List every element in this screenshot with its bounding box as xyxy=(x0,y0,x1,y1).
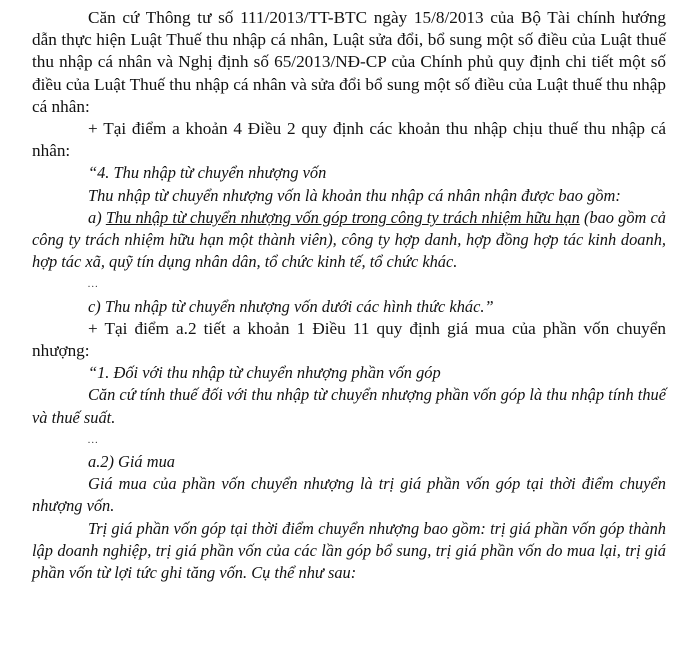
paragraph-article-11: + Tại điểm a.2 tiết a khoản 1 Điều 11 quy định giá mua của phần vốn chuyển nhượng: xyxy=(32,318,666,361)
ellipsis-2: … xyxy=(88,433,98,446)
quote-item-a-prefix: a) xyxy=(88,207,106,227)
quote-purchase-price-definition: Giá mua của phần vốn chuyển nhượng là trị giá phần vốn góp tại thời điểm chuyển nhượng vốn. xyxy=(32,474,666,516)
quote-item-a xyxy=(32,207,666,274)
quote-heading-capital-transfer: “4. Thu nhập từ chuyển nhượng vốn xyxy=(88,163,327,183)
quote-capital-value-details: Trị giá phần vốn góp tại thời điểm chuyển nhượng bao gồm: trị giá phần vốn góp thành lập doanh nghiệp, trị giá phần vốn của các lần góp bổ sung, trị giá phần vốn do mua lại, trị giá phần vốn từ lợi tức ghi tăng vốn. Cụ thể như sau: xyxy=(32,518,666,583)
quote-item-c: c) Thu nhập từ chuyển nhượng vốn dưới các hình thức khác.” xyxy=(88,296,494,316)
ellipsis-1: … xyxy=(88,278,98,291)
quote-item-a-rest: (bao gồm cả công ty trách nhiệm hữu hạn một thành viên), công ty hợp danh, hợp đồng hợp tác kinh doanh, hợp tác xã, quỹ tín dụng nhân dân, tổ chức kinh tế, tổ chức khác. xyxy=(32,207,666,272)
quote-purchase-price-heading: a.2) Giá mua xyxy=(88,452,175,472)
quote-item-a-underlined: Thu nhập từ chuyển nhượng vốn góp trong công ty trách nhiệm hữu hạn xyxy=(105,207,580,227)
paragraph-legal-basis: Căn cứ Thông tư số 111/2013/TT-BTC ngày 15/8/2013 của Bộ Tài chính hướng dẫn thực hiện Luật Thuế thu nhập cá nhân, Luật sửa đổi, bổ sung một số điều của Luật thuế thu nhập cá nhân và Nghị định số 65/2013/NĐ-CP của Chính phủ quy định chi tiết một số điều của Luật Thuế thu nhập cá nhân và sửa đổi bổ sung một số điều của Luật thuế thu nhập cá nhân: xyxy=(32,8,666,116)
quote-capital-transfer-definition: Thu nhập từ chuyển nhượng vốn là khoản thu nhập cá nhân nhận được bao gồm: xyxy=(88,185,621,205)
quote-heading-capital-contribution: “1. Đối với thu nhập từ chuyển nhượng phần vốn góp xyxy=(88,363,441,383)
quote-tax-basis: Căn cứ tính thuế đối với thu nhập từ chuyển nhượng phần vốn góp là thu nhập tính thuế và thuế suất. xyxy=(32,385,666,427)
paragraph-article-2: + Tại điểm a khoản 4 Điều 2 quy định các khoản thu nhập chịu thuế thu nhập cá nhân: xyxy=(32,119,666,161)
